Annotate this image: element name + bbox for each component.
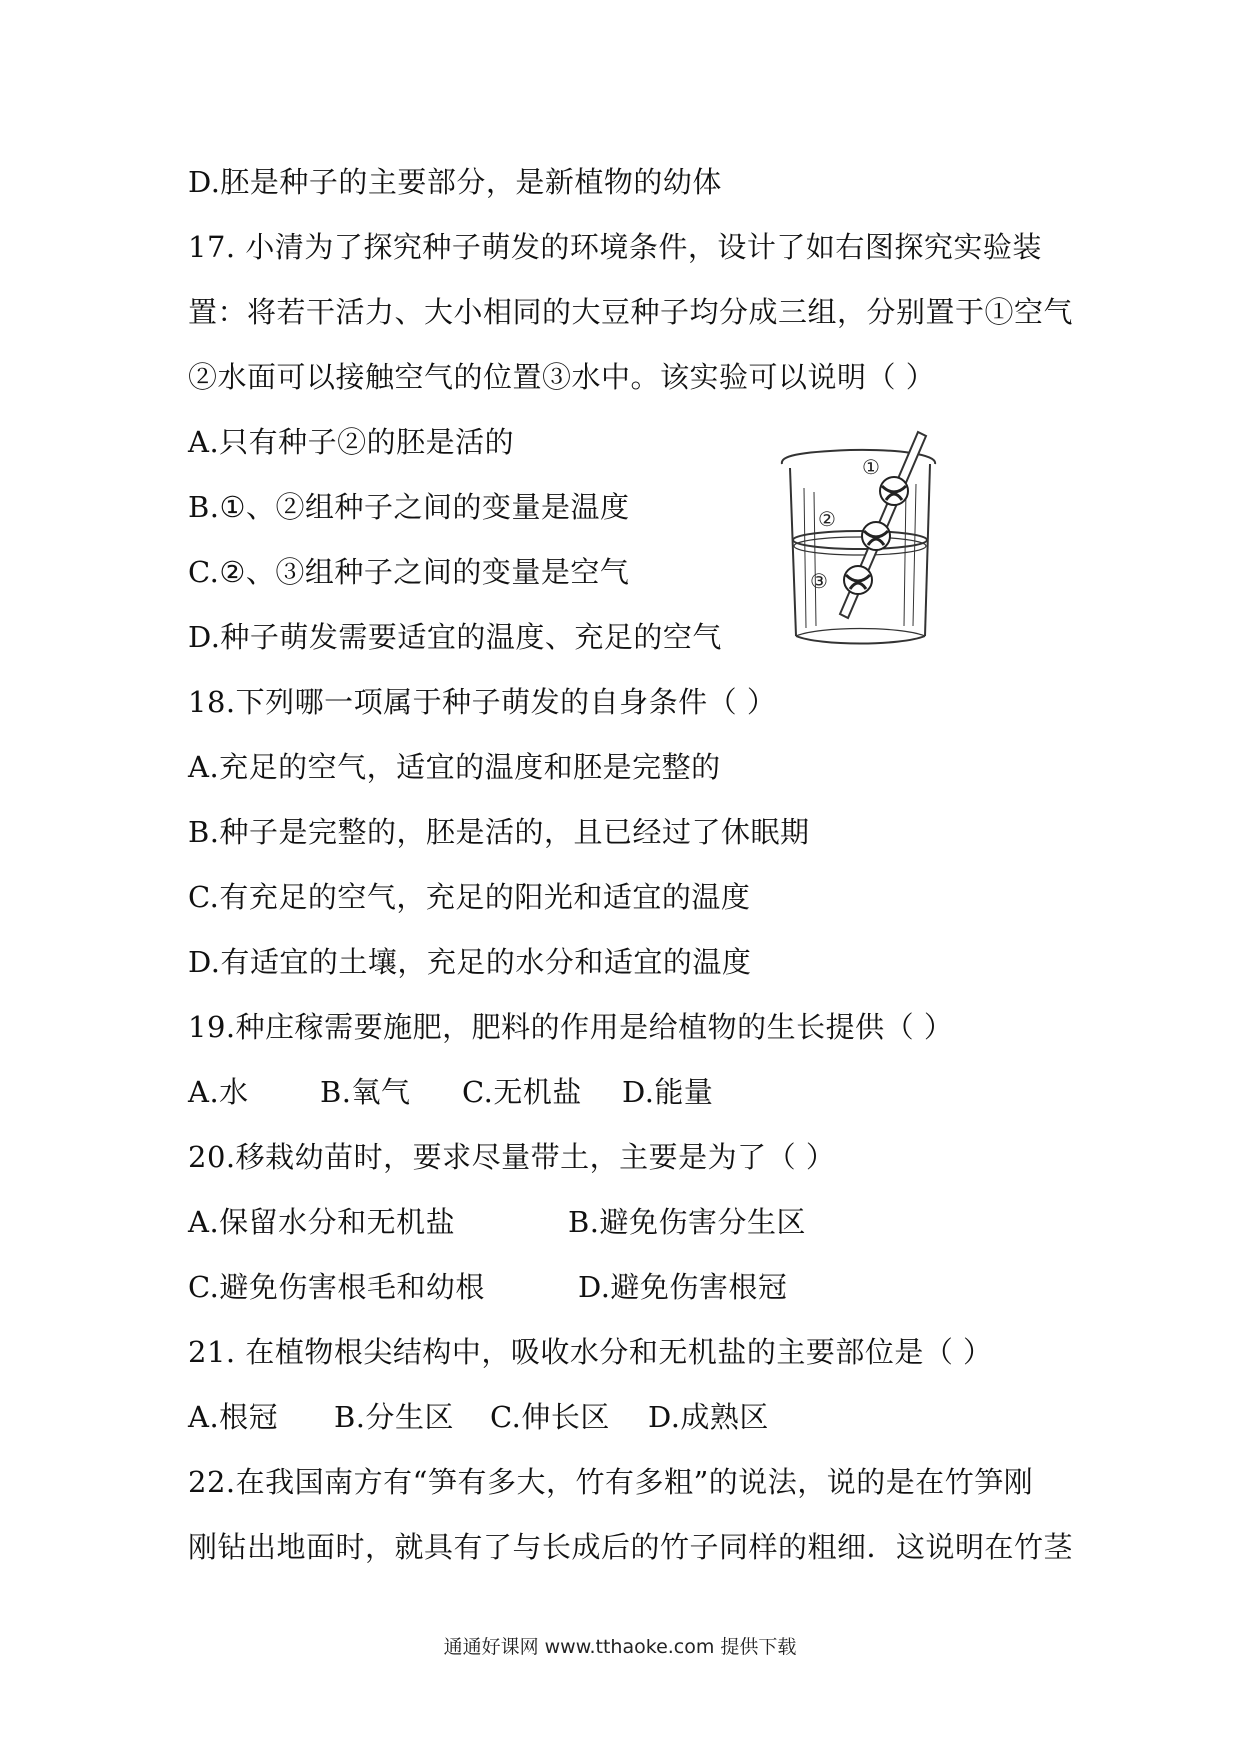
q20-options-row-2 xyxy=(188,1267,988,1307)
q18-option-a: A.充足的空气，适宜的温度和胚是完整的 xyxy=(188,750,721,784)
q20-option-c: C.避免伤害根毛和幼根 xyxy=(188,1270,485,1304)
q19-option-c: C.无机盐 xyxy=(462,1075,582,1109)
q17-stem-line-3: ②水面可以接触空气的位置③水中。该实验可以说明（ ） xyxy=(188,360,936,394)
q22-stem-line-2: 刚钻出地面时，就具有了与长成后的竹子同样的粗细．这说明在竹茎 xyxy=(188,1530,1074,1564)
q20-option-b: B.避免伤害分生区 xyxy=(568,1205,807,1239)
label-2: ② xyxy=(818,507,836,531)
q22-stem-line-1: 22.在我国南方有“笋有多大，竹有多粗”的说法，说的是在竹笋刚 xyxy=(188,1465,1034,1499)
q18-stem: 18.下列哪一项属于种子萌发的自身条件（ ） xyxy=(188,685,777,719)
seed-3 xyxy=(844,566,872,594)
footer-watermark: 通通好课网 www.tthaoke.com 提供下载 xyxy=(443,1636,797,1658)
q20-option-a: A.保留水分和无机盐 xyxy=(188,1205,456,1239)
label-1: ① xyxy=(862,455,880,479)
q17-stem-line-2: 置：将若干活力、大小相同的大豆种子均分成三组，分别置于①空气 xyxy=(188,295,1074,329)
q19-option-b: B.氧气 xyxy=(320,1075,411,1109)
q19-stem: 19.种庄稼需要施肥，肥料的作用是给植物的生长提供（ ） xyxy=(188,1010,954,1044)
q18-option-b: B.种子是完整的，胚是活的，且已经过了休眠期 xyxy=(188,815,810,849)
q18-option-d: D.有适宜的土壤，充足的水分和适宜的温度 xyxy=(188,945,752,979)
q21-stem: 21. 在植物根尖结构中，吸收水分和无机盐的主要部位是（ ） xyxy=(188,1335,993,1369)
q19-option-a: A.水 xyxy=(188,1075,249,1109)
beaker-left-wall xyxy=(790,468,796,636)
q21-option-c: C.伸长区 xyxy=(490,1400,610,1434)
q17-option-a: A.只有种子②的胚是活的 xyxy=(188,425,515,459)
q19-option-d: D.能量 xyxy=(622,1075,714,1109)
q21-option-d: D.成熟区 xyxy=(648,1400,769,1434)
seed-2 xyxy=(862,522,890,550)
q17-option-b: B.①、②组种子之间的变量是温度 xyxy=(188,490,630,524)
q20-stem: 20.移栽幼苗时，要求尽量带土，主要是为了（ ） xyxy=(188,1140,836,1174)
q19-options xyxy=(188,1072,988,1112)
q17-stem-line-1: 17. 小清为了探究种子萌发的环境条件，设计了如右图探究实验装 xyxy=(188,230,1042,264)
q16-option-d: D.胚是种子的主要部分，是新植物的幼体 xyxy=(188,165,722,199)
label-3: ③ xyxy=(810,569,828,593)
seed-1 xyxy=(880,477,908,505)
q21-option-a: A.根冠 xyxy=(188,1400,279,1434)
beaker-seed-experiment-figure xyxy=(770,428,945,656)
q17-option-c: C.②、③组种子之间的变量是空气 xyxy=(188,555,630,589)
q20-option-d: D.避免伤害根冠 xyxy=(578,1270,788,1304)
beaker-right-wall xyxy=(925,464,930,636)
q21-option-b: B.分生区 xyxy=(334,1400,455,1434)
q17-option-d: D.种子萌发需要适宜的温度、充足的空气 xyxy=(188,620,722,654)
q20-options-row-1 xyxy=(188,1202,988,1242)
beaker-base xyxy=(796,636,925,644)
q18-option-c: C.有充足的空气，充足的阳光和适宜的温度 xyxy=(188,880,751,914)
q21-options xyxy=(188,1397,988,1437)
